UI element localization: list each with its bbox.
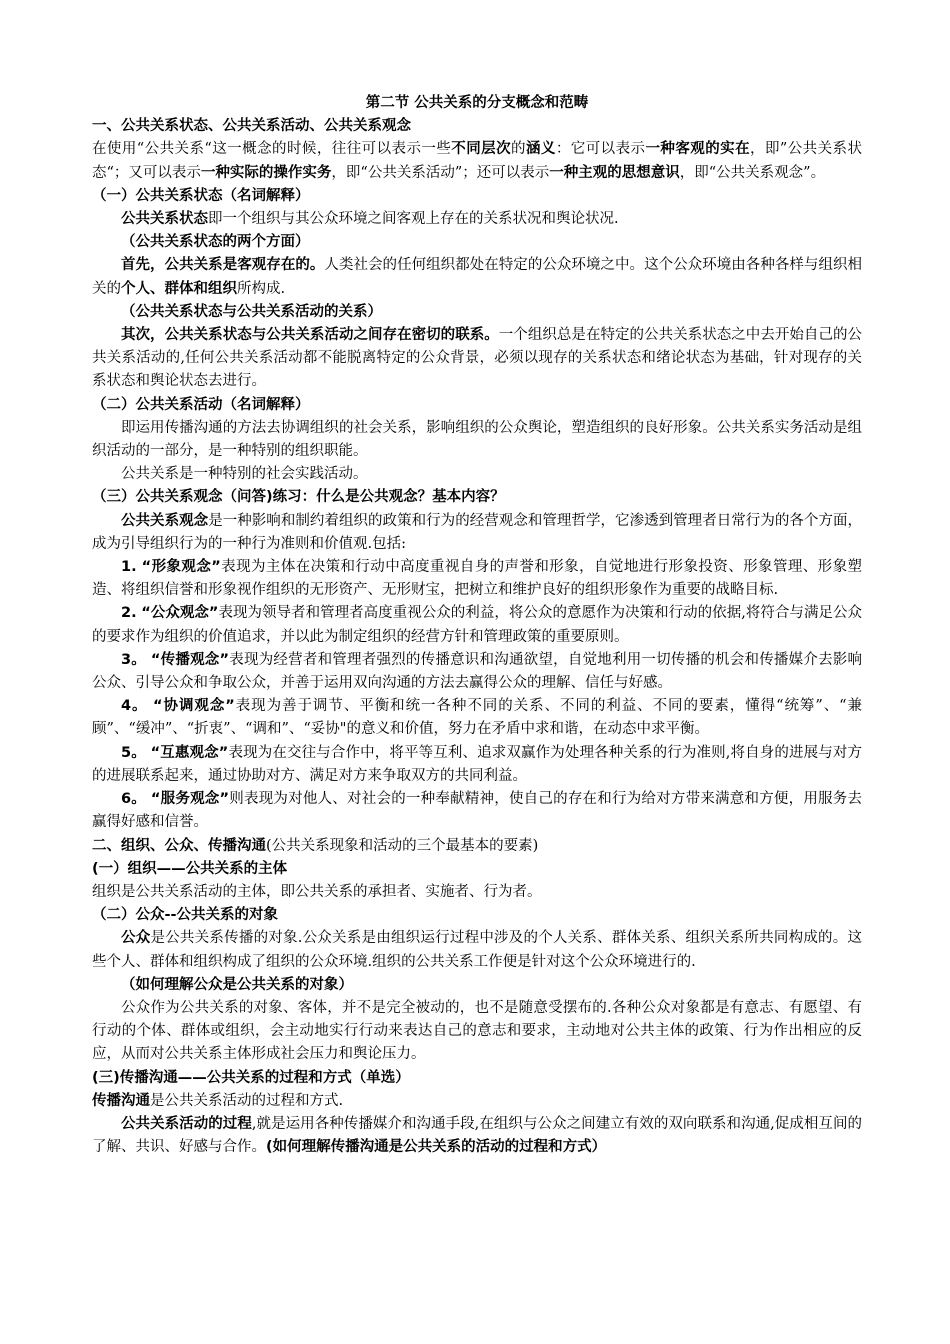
concept-definition: 公共关系观念是一种影响和制约着组织的政策和行为的经营观念和管理哲学，它渗透到管理者日常行为的各个方面，成为引导组织行为的一种行为准则和价值观.包括:	[92, 512, 863, 552]
subheading-concept: （三）公共关系观念（问答)练习：什么是公共观念？基本内容？	[92, 489, 505, 506]
section-title: 第二节 公共关系的分支概念和范畴	[365, 95, 589, 111]
subheading-communication: (三)传播沟通——公共关系的过程和方式（单选）	[92, 1069, 410, 1086]
intro-paragraph: 在使用“公共关系“这一概念的时候，往往可以表示一些不同层次的涵义：它可以表示一种客观的实在，即”公共关系状态“；又可以表示一种实际的操作实务，即“公共关系活动”；还可以表示一种主观的思想意识，即“公共关系观念”。	[92, 141, 862, 181]
subheading-activity: （二）公共关系活动（名词解释）	[92, 396, 310, 413]
public-definition: 公众是公共关系传播的对象.公众关系是由组织运行过程中涉及的个人关系、群体关系、组织关系所共同构成的。这些个人、群体和组织构成了组织的公众环境.组织的公共关系工作便是针对这个公众环境进行的.	[92, 930, 863, 970]
activity-note: 公共关系是一种特别的社会实践活动。	[121, 466, 368, 483]
heading-1: 一、公共关系状态、公共关系活动、公共关系观念	[92, 118, 411, 135]
communication-process: 公共关系活动的过程,就是运用各种传播媒介和沟通手段,在组织与公众之间建立有效的双向联系和沟通,促成相互间的了解、共识、好感与合作。(如何理解传播沟通是公共关系的活动的过程和方式）	[92, 1115, 863, 1156]
concept-item: 2. “公众观念”表现为领导者和管理者高度重视公众的利益，将公众的意愿作为决策和行动的依据,将符合与满足公众的要求作为组织的价值追求，并以此为制定组织的经营方针和管理政策的重要原则。	[92, 605, 863, 645]
concept-item: 3。 “传播观念”表现为经营者和管理者强烈的传播意识和沟通欲望，自觉地利用一切传播的机会和传播媒介去影响公众、引导公众和争取公众，并善于运用双向沟通的方法去赢得公众的理解、信任与好感。	[92, 651, 863, 692]
organization-text: 组织是公共关系活动的主体，即公共关系的承担者、实施者、行为者。	[92, 883, 542, 900]
state-aspects-title: （公共关系状态的两个方面）	[121, 234, 310, 251]
concept-item: 4。 “协调观念”表现为善于调节、平衡和统一各种不同的关系、不同的利益、不同的要素，懂得“统筹”、“兼顾”、“缓冲”、“折衷”、“调和”、“妥协"的意义和价值，努力在矛盾中求和谐，在动态中求平衡。	[92, 698, 862, 738]
public-question: （如何理解公众是公共关系的对象）	[121, 976, 353, 993]
subheading-state: （一）公共关系状态（名词解释）	[92, 187, 310, 204]
subheading-organization: (一）组织——公共关系的主体	[92, 860, 288, 877]
concept-item: 6。 “服务观念”则表现为对他人、对社会的一种奉献精神，使自己的存在和行为给对方带来满意和方便，用服务去赢得好感和信誉。	[92, 791, 863, 831]
concept-item: 1. “形象观念”表现为主体在决策和行动中高度重视自身的声誉和形象，自觉地进行形象投资、形象管理、形象塑造、将组织信誉和形象视作组织的无形资产、无形财宝，把树立和维护良好的组织形象作为重要的战略目标.	[92, 559, 863, 599]
state-definition: 公共关系状态即一个组织与其公众环境之间客观上存在的关系状况和舆论状况.	[121, 211, 619, 228]
state-relation-title: （公共关系状态与公共关系活动的关系）	[121, 303, 382, 320]
subheading-public: （二）公众--公共关系的对象	[92, 907, 279, 924]
heading-2: 二、组织、公众、传播沟通(公共关系现象和活动的三个最基本的要素)	[92, 837, 539, 854]
state-second-paragraph: 其次，公共关系状态与公共关系活动之间存在密切的联系。一个组织总是在特定的公共关系状态之中去开始自己的公共关系活动的,任何公共关系活动都不能脱离特定的公众背景，必须以现存的关系状态和绪论状态为基础，针对现存的关系状态和舆论状态去进行。	[92, 327, 862, 390]
communication-definition: 传播沟通是公共关系活动的过程和方式.	[92, 1092, 344, 1109]
activity-definition: 即运用传播沟通的方法去协调组织的社会关系，影响组织的公众舆论，塑造组织的良好形象。公共关系实务活动是组织活动的一部分，是一种特别的组织职能。	[92, 419, 862, 460]
public-answer: 公众作为公共关系的对象、客体，并不是完全被动的，也不是随意受摆布的.各种公众对象都是有意志、有愿望、有行动的个体、群体或组织，会主动地实行行动来表达自己的意志和要求，主动地对公共主体的政策、行为作出相应的反应，从而对公共关系主体形成社会压力和舆论压力。	[92, 999, 862, 1063]
document-page	[92, 92, 862, 1159]
concept-item: 5。 “互惠观念”表现为在交往与合作中，将平等互利、追求双赢作为处理各种关系的行为准则,将自身的进展与对方的进展联系起来，通过协助对方、满足对方来争取双方的共同利益。	[92, 744, 863, 784]
state-first-paragraph: 首先，公共关系是客观存在的。人类社会的任何组织都处在特定的公众环境之中。这个公众环境由各种各样与组织相关的个人、群体和组织所构成.	[92, 257, 862, 297]
